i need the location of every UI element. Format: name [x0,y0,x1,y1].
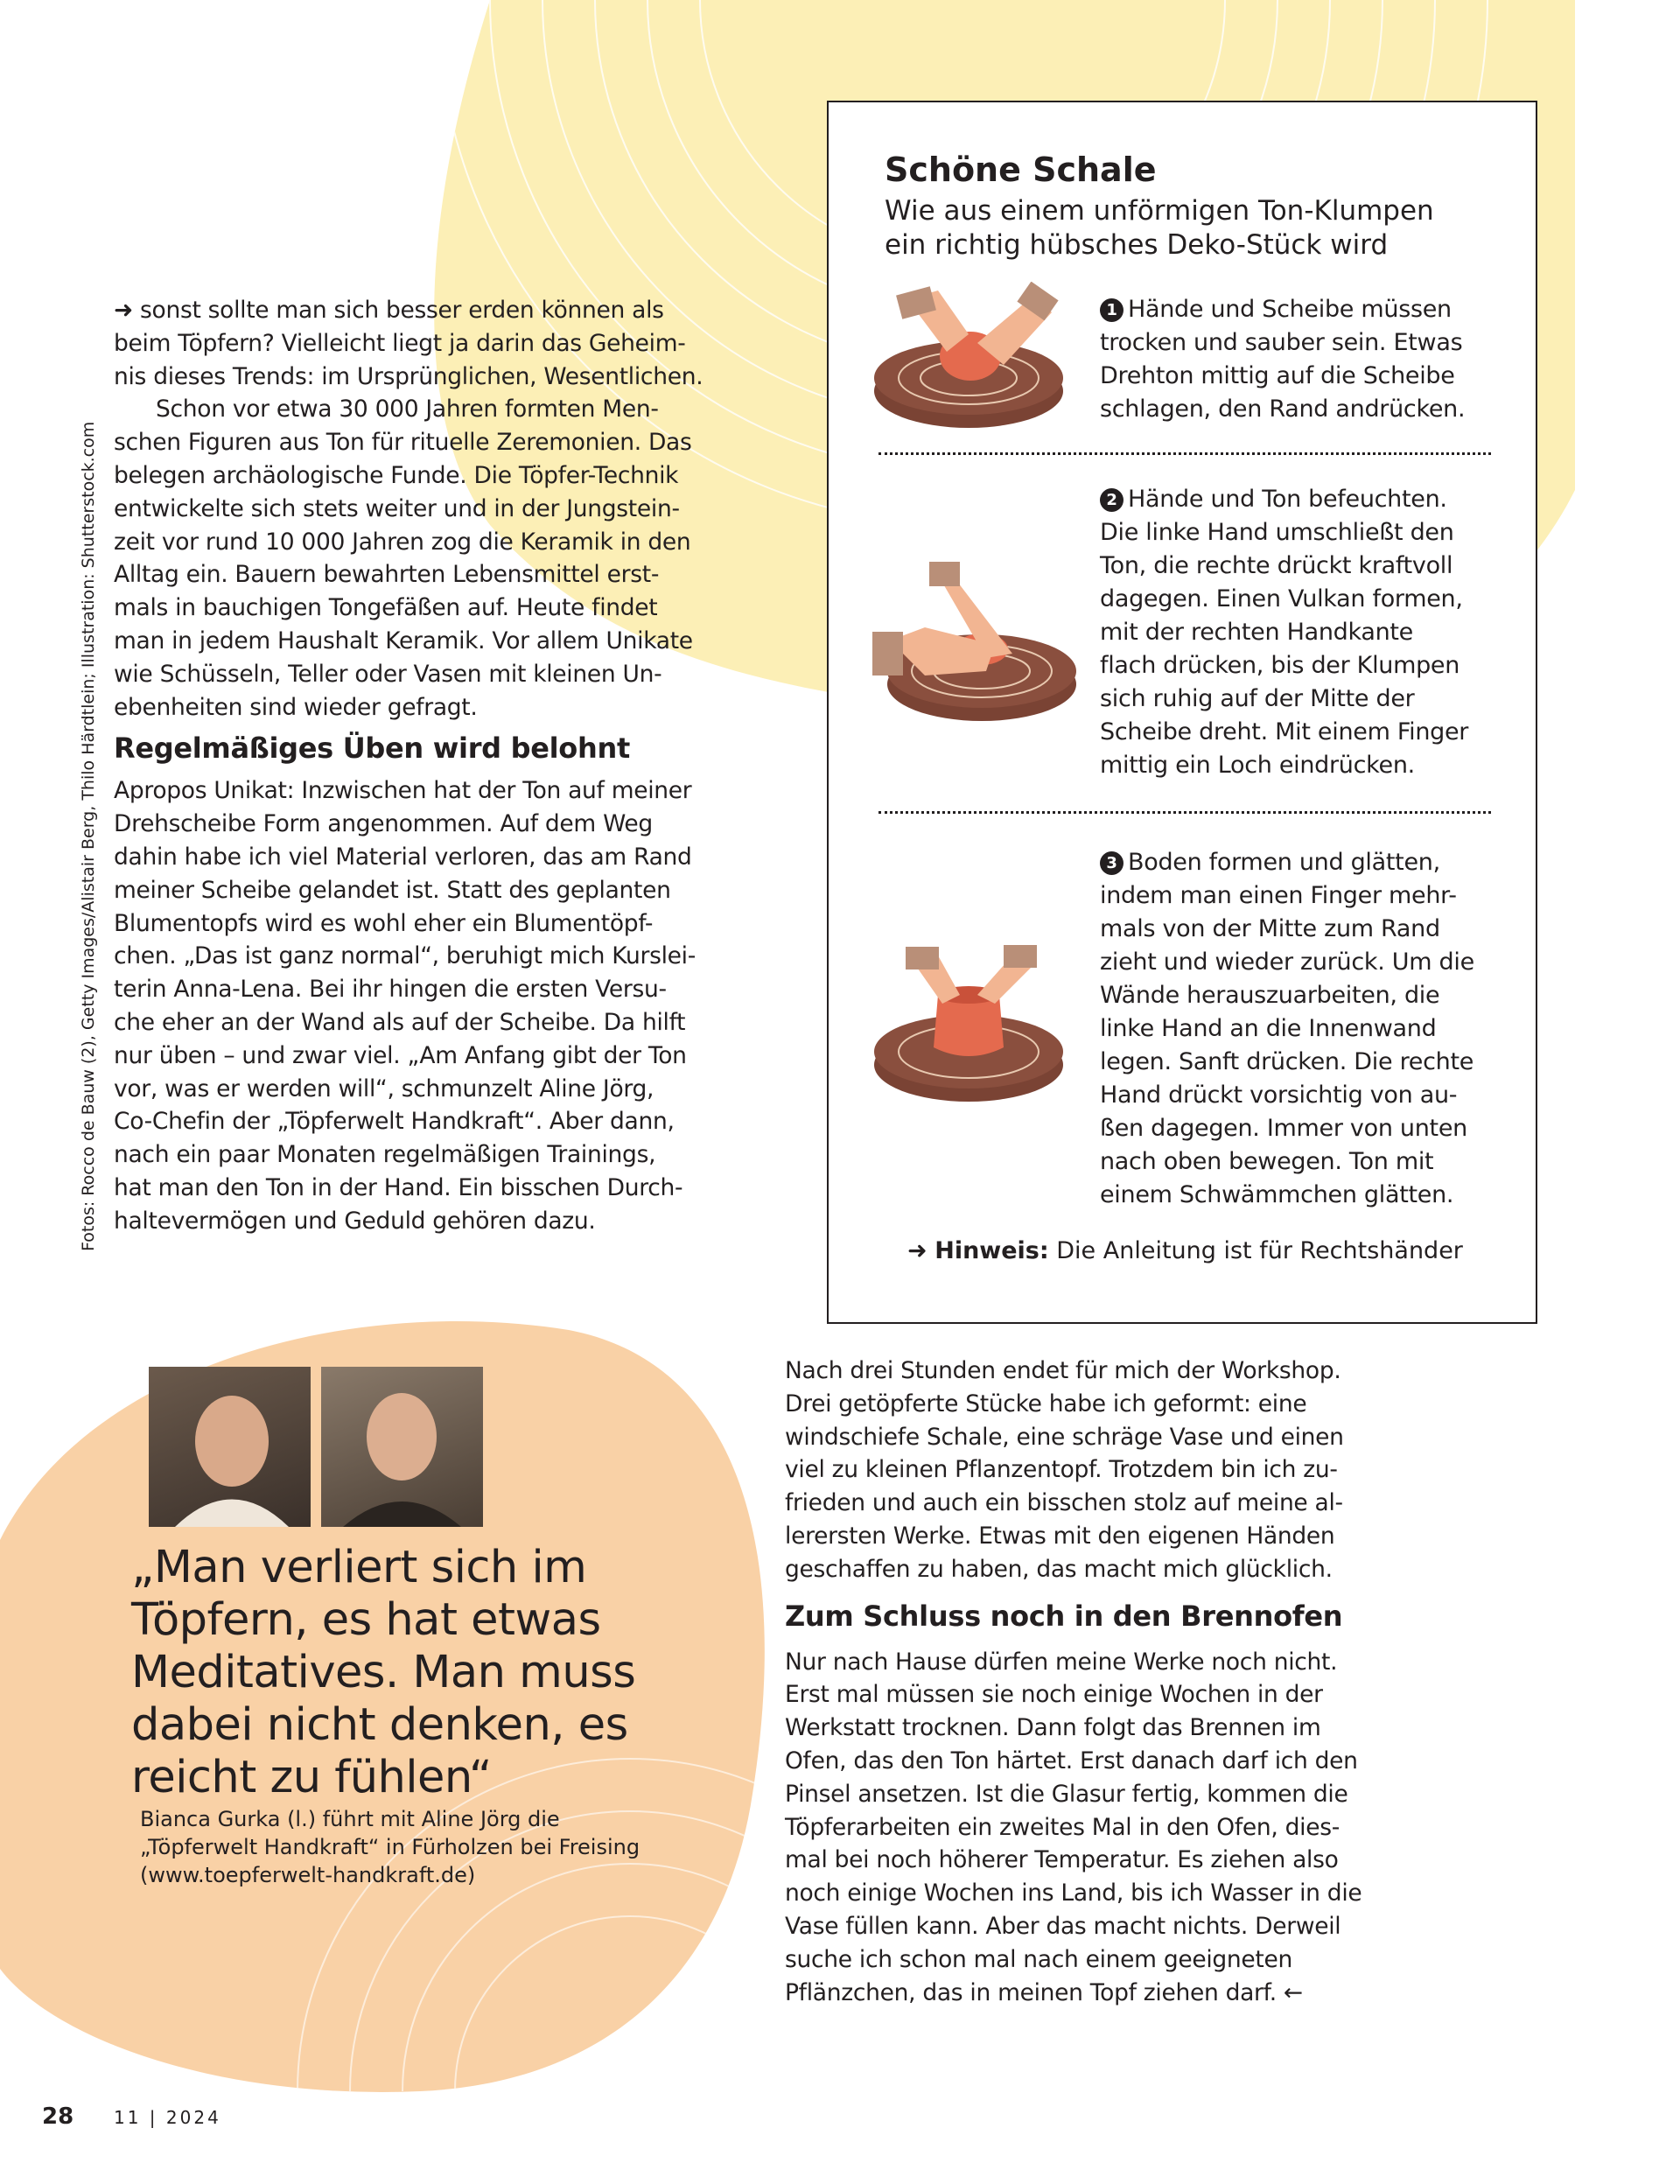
text-line: man in jedem Haushalt Keramik. Vor allem Unikate [114,626,693,654]
text-line: belegen archäologische Funde. Die Töpfer-Technik [114,461,679,489]
text-line: Nach drei Stunden endet für mich der Workshop. [785,1357,1341,1384]
text-line: Scheibe dreht. Mit einem Finger [1100,718,1469,746]
text-line: sich ruhig auf der Mitte der [1100,685,1415,712]
text-line: Ton, die rechte drückt kraftvoll [1100,552,1453,579]
text-line: indem man einen Finger mehr- [1100,882,1457,909]
text-line: Hände und Scheibe müssen [1128,296,1452,323]
text-line: beim Töpfern? Vielleicht liegt ja darin das Geheim- [114,329,686,357]
text-line: Pinsel ansetzen. Ist die Glasur fertig, kommen die [785,1780,1348,1808]
text-line: dahin habe ich viel Material verloren, das am Rand [114,843,692,871]
quote-caption [140,1805,640,1889]
step-2 [1100,483,1468,782]
text-line: che eher an der Wand als auf der Scheibe. Da hilft [114,1008,686,1036]
hint-text: Die Anleitung ist für Rechtshänder [1056,1237,1463,1264]
text-line: Bianca Gurka (l.) führt mit Aline Jörg die [140,1807,560,1831]
text-line: zieht und wieder zurück. Um die [1100,948,1474,976]
text-line: windschiefe Schale, eine schräge Vase und einen [785,1423,1344,1451]
text-line: Vase füllen kann. Aber das macht nichts. Derweil [785,1912,1341,1940]
text-line: Töpferarbeiten ein zweites Mal in den Ofen, dies- [785,1813,1340,1841]
text-line: dabei nicht denken, es [131,1699,628,1751]
text-line: geschaffen zu haben, das macht mich glücklich. [785,1555,1333,1583]
text-line: Wie aus einem unförmigen Ton-Klumpen [885,195,1434,227]
photo-credit: Fotos: Rocco de Bauw (2), Getty Images/Alistair Berg, Thilo Härdtlein; Illustration: Shutterstock.com [79,421,98,1251]
hint-note [907,1237,1463,1264]
text-line: entwickelte sich stets weiter und in der Jungstein- [114,494,680,522]
text-line: Ofen, das den Ton härtet. Erst danach darf ich den [785,1746,1358,1774]
text-line: suche ich schon mal nach einem geeigneten [785,1945,1293,1973]
text-line: Erst mal müssen sie noch einige Wochen in der [785,1681,1323,1709]
pottery-wheel-illustration-1 [872,282,1074,430]
page-number: 28 [42,2104,74,2130]
text-line: mittig ein Loch eindrücken. [1100,752,1415,779]
text-line: nach oben bewegen. Ton mit [1100,1148,1434,1175]
section-heading: Zum Schluss noch in den Brennofen [785,1599,1343,1633]
step-number-badge: 3 [1100,851,1124,875]
text-line: trocken und sauber sein. Etwas [1100,329,1463,356]
text-line: Drehton mittig auf die Scheibe [1100,362,1455,389]
text-line: nur üben – und zwar viel. „Am Anfang gibt der Ton [114,1041,687,1069]
text-line: schen Figuren aus Ton für rituelle Zeremonien. Das [114,429,692,457]
box-title: Schöne Schale [885,150,1157,189]
text-line: ebenheiten sind wieder gefragt. [114,693,478,721]
portrait-photo-bianca-gurka [149,1367,311,1527]
pull-quote [131,1542,635,1804]
text-line: terin Anna-Lena. Bei ihr hingen die ersten Versu- [114,976,667,1004]
text-line: meiner Scheibe gelandet ist. Statt des geplanten [114,876,671,904]
text-line: mals in bauchigen Tongefäßen auf. Heute findet [114,594,658,622]
text-line: hat man den Ton in der Hand. Ein bisschen Durch- [114,1173,683,1201]
text-line: (www.toepferwelt-handkraft.de) [140,1863,476,1887]
text-line: Alltag ein. Bauern bewahrten Lebensmittel erst- [114,561,660,589]
text-line: Hände und Ton befeuchten. [1128,486,1447,513]
pottery-wheel-illustration-3 [872,942,1074,1109]
text-line: mit der rechten Handkante [1100,619,1413,646]
text-line: Co-Chefin der „Töpferwelt Handkraft“. Aber dann, [114,1108,675,1136]
text-line: einem Schwämmchen glätten. [1100,1181,1454,1208]
text-line: wie Schüsseln, Teller oder Vasen mit kleinen Un- [114,660,662,688]
text-line: flach drücken, bis der Klumpen [1100,652,1460,679]
box-subtitle [885,194,1434,262]
text-line: mals von der Mitte zum Rand [1100,915,1440,942]
text-line: schlagen, den Rand andrücken. [1100,396,1466,423]
step-3 [1100,846,1474,1212]
dotted-divider [878,452,1491,455]
text-line: Meditatives. Man muss [131,1647,636,1698]
step-text [1100,486,1468,782]
issue-date: 11 | 2024 [114,2107,221,2128]
text-line: Boden formen und glätten, [1128,849,1440,876]
dotted-divider [878,811,1491,814]
text-line-content: sonst sollte man sich besser erden können als [140,297,664,324]
text-line: mal bei noch höherer Temperatur. Es ziehen also [785,1846,1339,1874]
text-line: Die linke Hand umschließt den [1100,519,1454,546]
text-line: Wände herauszuarbeiten, die [1100,982,1440,1009]
text-line: vor, was er werden will“, schmunzelt Aline Jörg, [114,1074,654,1102]
text-line: haltevermögen und Geduld gehören dazu. [114,1207,596,1235]
text-line: nis dieses Trends: im Ursprünglichen, Wesentlichen. [114,362,704,390]
step-number-badge: 2 [1100,488,1124,512]
text-line: noch einige Wochen ins Land, bis ich Wasser in die [785,1880,1362,1908]
text-line [114,294,703,327]
step-number-badge: 1 [1100,298,1124,322]
text-line: Pflänzchen, das in meinen Topf ziehen darf. ← [785,1978,1303,2006]
text-line: zeit vor rund 10 000 Jahren zog die Keramik in den [114,528,691,556]
portrait-photo-aline-joerg [321,1367,483,1527]
text-line: legen. Sanft drücken. Die rechte [1100,1048,1474,1075]
text-line: Schon vor etwa 30 000 Jahren formten Men- [156,396,659,424]
text-line: reicht zu fühlen“ [131,1752,492,1803]
text-line: „Man verliert sich im [131,1542,587,1593]
step-text [1100,849,1474,1212]
left-column [114,294,703,1238]
text-line: Töpfern, es hat etwas [131,1594,601,1646]
step-text [1100,296,1465,426]
text-line: Drehscheibe Form angenommen. Auf dem Weg [114,810,653,838]
text-line: „Töpferwelt Handkraft“ in Fürholzen bei Freising [140,1835,640,1859]
text-line: ein richtig hübsches Deko-Stück wird [885,229,1389,261]
text-line: frieden und auch ein bisschen stolz auf meine al- [785,1489,1343,1517]
paragraph [785,1646,1362,2010]
paragraph [785,1354,1362,1586]
paragraph [114,294,703,393]
text-line: nach ein paar Monaten regelmäßigen Trainings, [114,1141,656,1169]
text-line: Nur nach Hause dürfen meine Werke noch nicht. [785,1648,1338,1676]
text-line: Blumentopfs wird es wohl eher ein Blumentöpf- [114,909,654,937]
text-line: Apropos Unikat: Inzwischen hat der Ton auf meiner [114,777,692,805]
arrow-right-icon: ➜ [114,297,141,324]
right-column [785,1354,1362,2009]
instruction-box [827,101,1537,1324]
text-line: linke Hand an die Innenwand [1100,1015,1437,1042]
text-line: Werkstatt trocknen. Dann folgt das Brennen im [785,1714,1321,1742]
hint-label: Hinweis: [934,1237,1049,1264]
paragraph [114,393,703,724]
text-line: Hand drückt vorsichtig von au- [1100,1082,1458,1109]
text-line: dagegen. Einen Vulkan formen, [1100,585,1463,612]
arrow-right-icon: ➜ [907,1237,935,1264]
section-heading: Regelmäßiges Üben wird belohnt [114,732,630,766]
text-line: lerersten Werke. Etwas mit den eigenen Händen [785,1522,1335,1550]
text-line: ßen dagegen. Immer von unten [1100,1115,1467,1142]
paragraph [114,774,703,1237]
text-line: viel zu kleinen Pflanzentopf. Trotzdem bin ich zu- [785,1456,1338,1484]
step-1 [1100,293,1465,426]
text-line: chen. „Das ist ganz normal“, beruhigt mich Kurslei- [114,942,696,970]
pottery-wheel-illustration-2 [872,557,1082,724]
text-line: Drei getöpferte Stücke habe ich geformt: eine [785,1390,1307,1418]
